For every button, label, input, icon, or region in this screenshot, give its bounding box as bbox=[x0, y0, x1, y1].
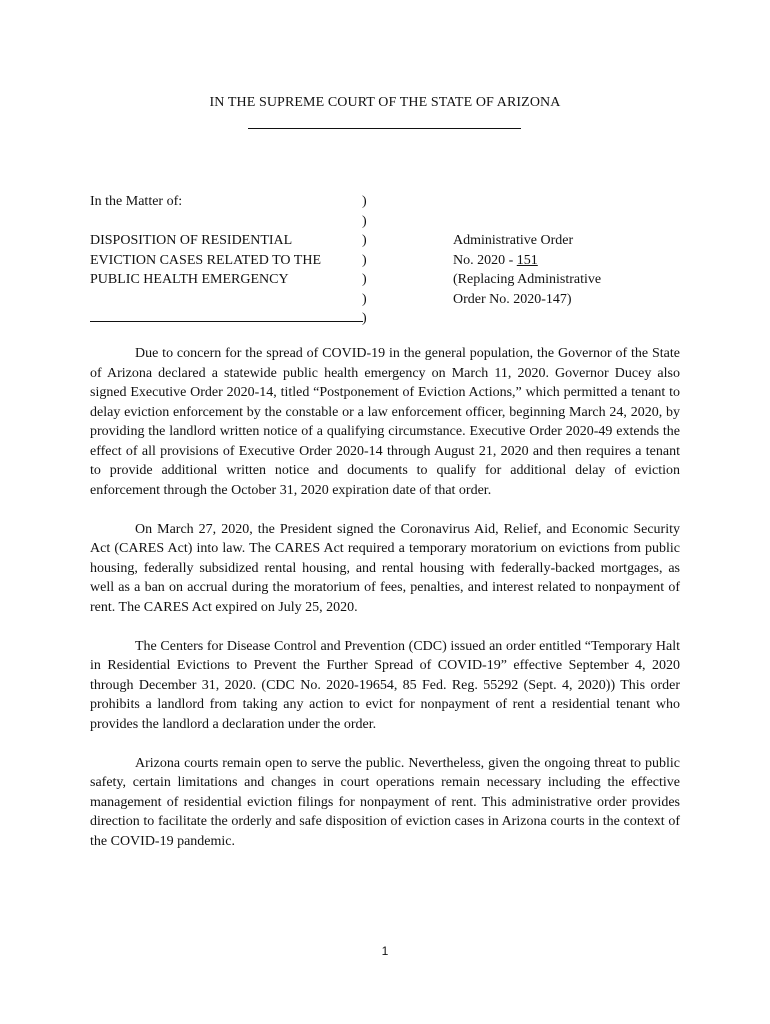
replacing-line-1: (Replacing Administrative bbox=[453, 272, 602, 287]
paragraph-governor-orders: Due to concern for the spread of COVID-19 in the general population, the Governor of the State of Arizona declared a statewide public health emergency on March 11, 2020. Governor Ducey also signed Executive Order 2020-14, titled “Postponement of Eviction Actions,” which permitted a tenant to delay eviction enforcement by the constable or a law enforcement officer, beginning March 24, 2020, by providing the landlord written notice of a qualifying circumstance. Executive Order 2020-49 extends the effect of all provisions of Executive Order 2020-14 through August 21, 2020 and then requires a tenant to provide additional written notice and documents to qualify for additional delay of eviction enforcement through the October 31, 2020 expiration date of that order. bbox=[90, 346, 680, 498]
paren: ) bbox=[362, 213, 367, 229]
paren: ) bbox=[362, 311, 367, 326]
matter-label: In the Matter of: bbox=[90, 194, 183, 209]
case-title-line-2: EVICTION CASES RELATED TO THE bbox=[90, 252, 321, 268]
case-title-line-3: PUBLIC HEALTH EMERGENCY bbox=[90, 272, 289, 287]
page-number: 1 bbox=[381, 944, 389, 958]
caption-divider bbox=[90, 321, 363, 322]
paren: ) bbox=[362, 233, 367, 248]
order-number-line bbox=[453, 251, 693, 271]
order-label: Administrative Order bbox=[453, 233, 574, 248]
paragraph-arizona-courts: Arizona courts remain open to serve the public. Nevertheless, given the ongoing threat to public safety, certain limitations and changes in court operations remain necessary including the effective management of residential eviction filings for nonpayment of rent. This administrative order provides direction to facilitate the orderly and safe disposition of eviction cases in Arizona courts in the context of the COVID-19 pandemic. bbox=[90, 755, 680, 849]
caption-paren-column bbox=[362, 192, 372, 329]
title-underline bbox=[248, 128, 521, 129]
replacing-line-2: Order No. 2020-147) bbox=[453, 291, 572, 307]
order-number-prefix: No. 2020 - bbox=[453, 252, 517, 268]
paragraph-cares-act: On March 27, 2020, the President signed the Coronavirus Aid, Relief, and Economic Security Act (CARES Act) into law. The CARES Act required a temporary moratorium on evictions from public housing, federally subsidized rental housing, and rental housing with federally-backed mortgages, as well as a ban on accrual during the moratorium of fees, penalties, and interest related to nonpayment of rent. The CARES Act expired on July 25, 2020. bbox=[90, 521, 680, 615]
case-title-line-1: DISPOSITION OF RESIDENTIAL bbox=[90, 233, 293, 248]
paren: ) bbox=[362, 272, 367, 287]
paren: ) bbox=[362, 252, 367, 268]
caption-left-block bbox=[90, 192, 365, 290]
paragraph-cdc-order: The Centers for Disease Control and Prevention (CDC) issued an order entitled “Temporary Halt in Residential Evictions to Prevent the Further Spread of COVID-19” effective September 4, 2020 through December 31, 2020. (CDC No. 2020-19654, 85 Fed. Reg. 55292 (Sept. 4, 2020)) This order prohibits a landlord from taking any action to evict for nonpayment of rent a residential tenant who provides the landlord a declaration under the order. bbox=[90, 638, 680, 732]
court-title: IN THE SUPREME COURT OF THE STATE OF ARIZONA bbox=[209, 95, 561, 110]
paren: ) bbox=[362, 194, 367, 209]
order-info-block bbox=[453, 231, 693, 309]
order-number: 151 bbox=[516, 252, 538, 268]
paren: ) bbox=[362, 291, 367, 307]
order-body bbox=[90, 344, 680, 871]
